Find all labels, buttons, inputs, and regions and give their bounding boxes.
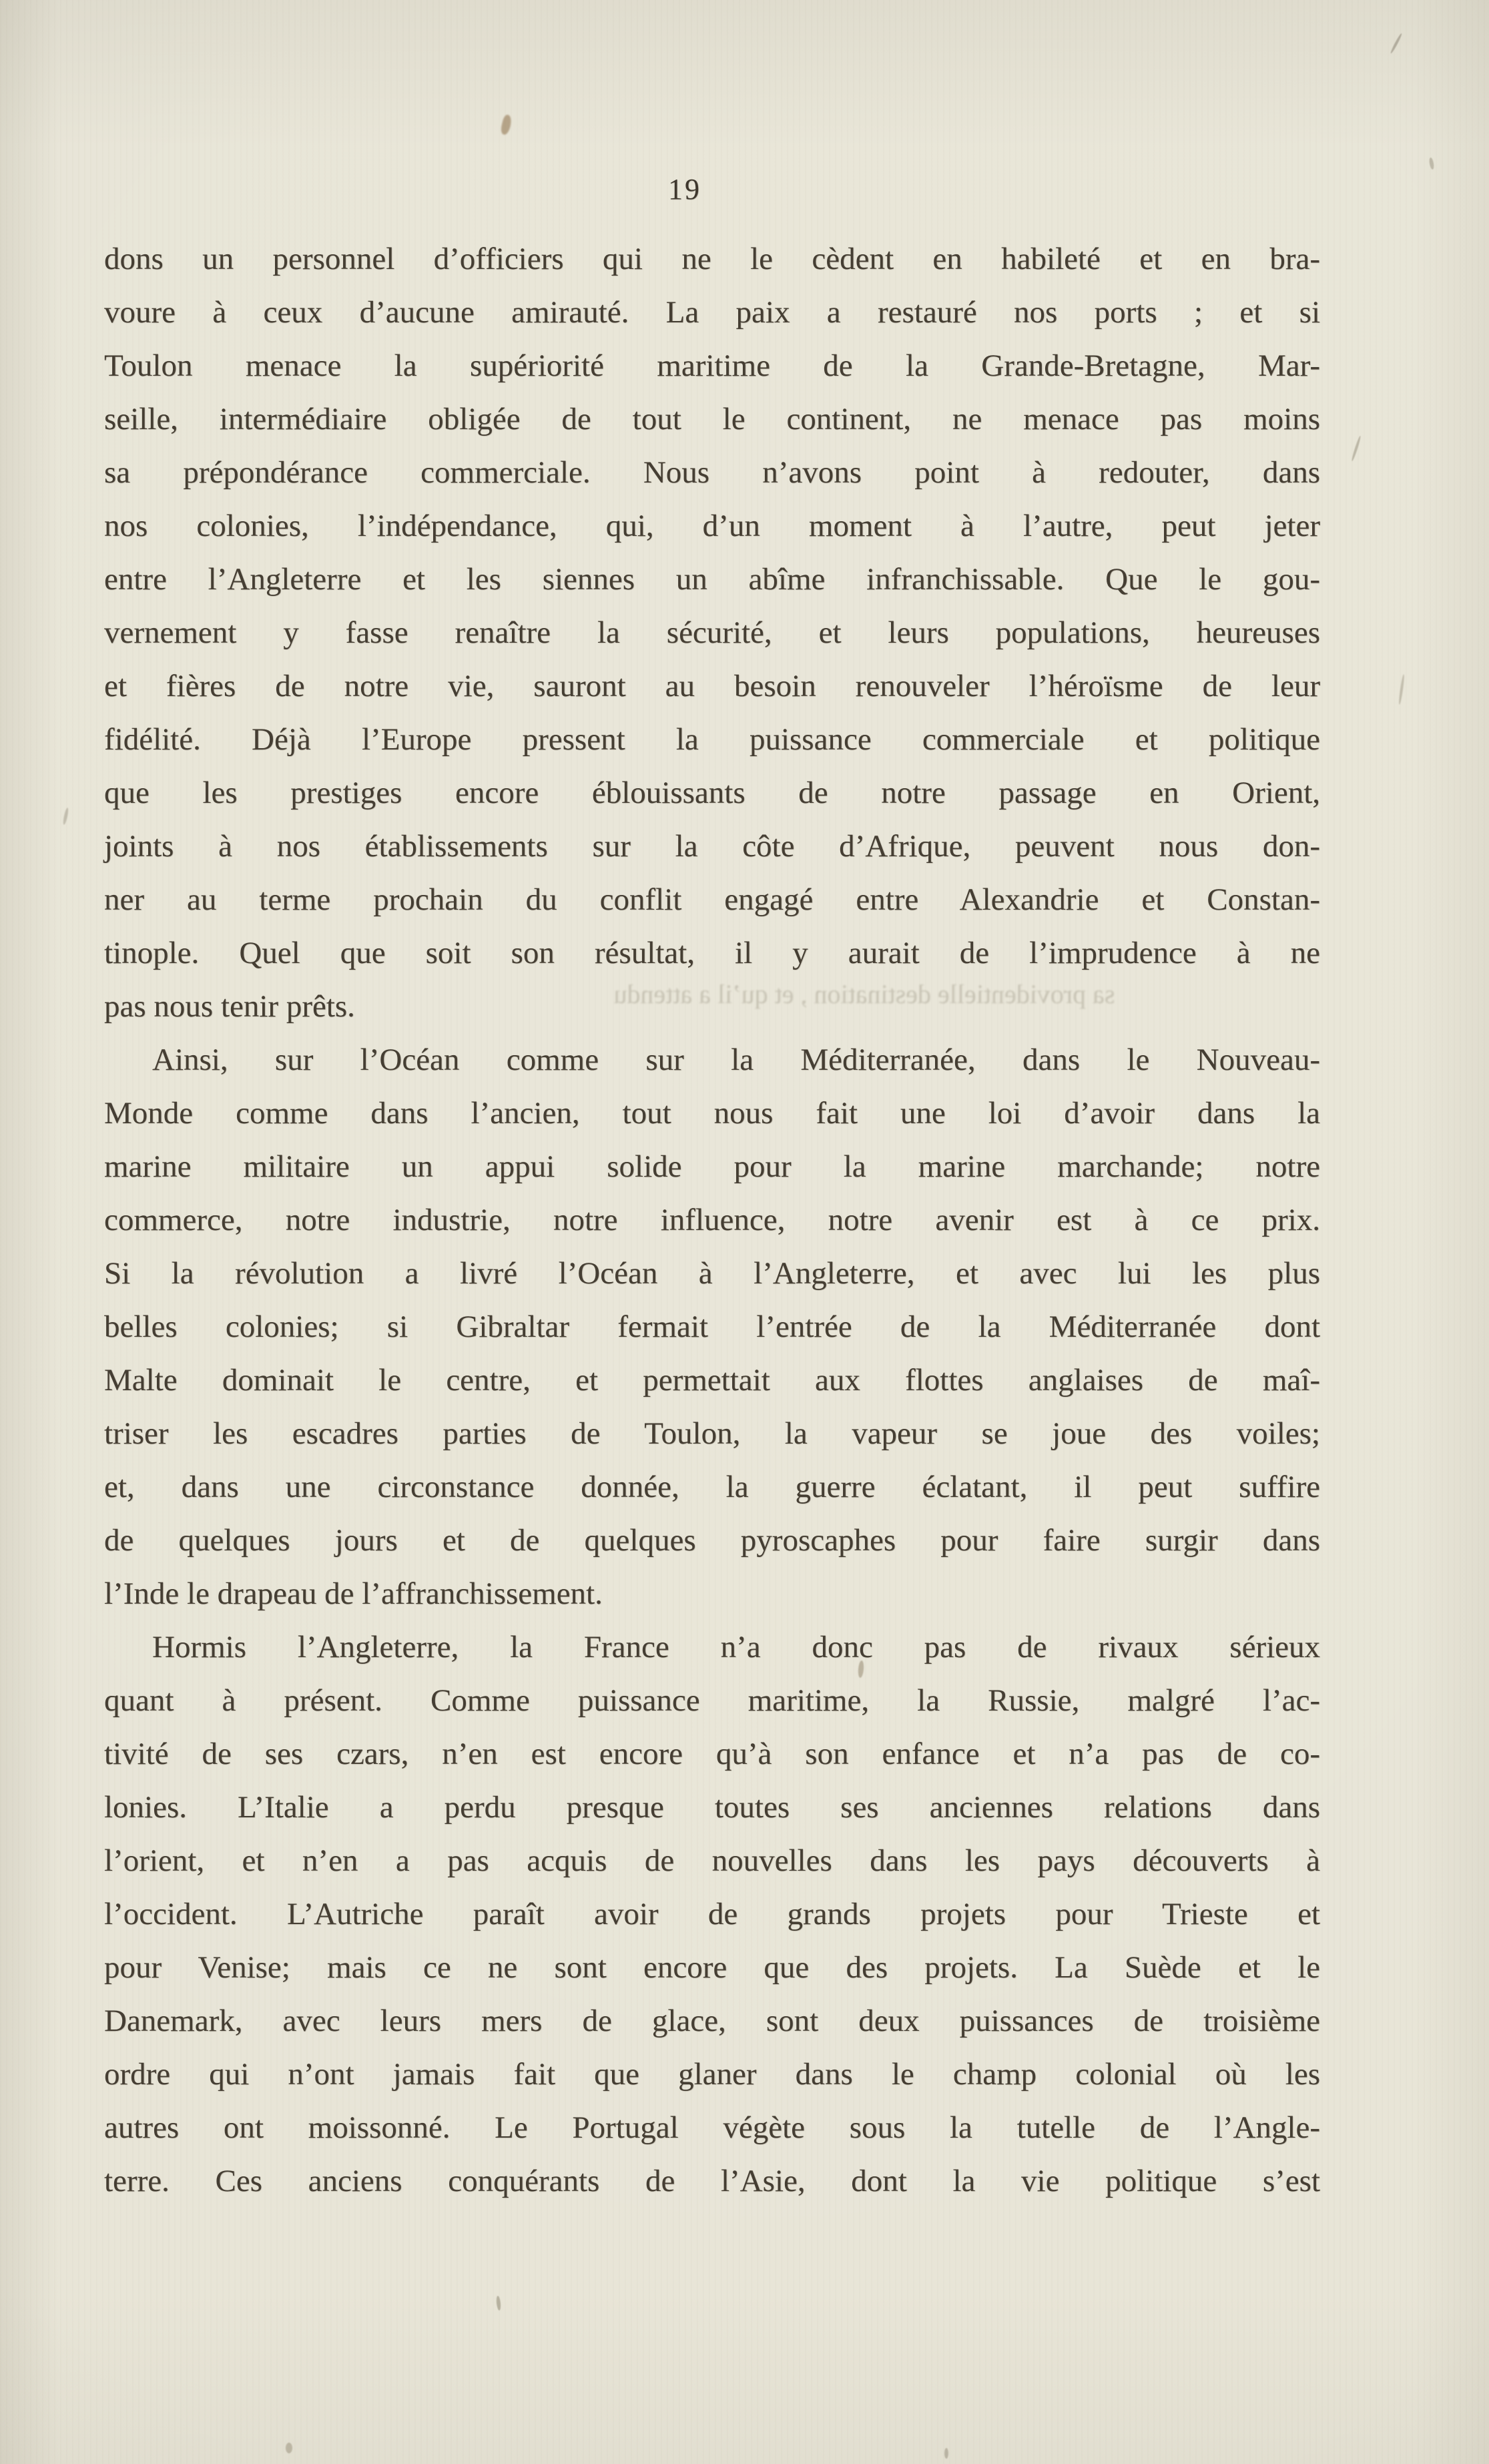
text-line: l’orient, et n’en a pas acquis de nouvelles dans les pays découverts à	[104, 1843, 1320, 1878]
text-line: quant à présent. Comme puissance maritime, la Russie, malgré l’ac-	[104, 1683, 1320, 1718]
text-line: fidélité. Déjà l’Europe pressent la puissance commerciale et politique	[104, 722, 1320, 757]
text-line: ner au terme prochain du conflit engagé entre Alexandrie et Constan-	[104, 882, 1320, 917]
text-line: marine militaire un appui solide pour la marine marchande; notre	[104, 1149, 1320, 1184]
paper-speck	[944, 2448, 948, 2459]
page-text-block	[104, 232, 1320, 2208]
text-line: Danemark, avec leurs mers de glace, sont deux puissances de troisième	[104, 2004, 1320, 2038]
text-line: terre. Ces anciens conquérants de l’Asie, dont la vie politique s’est	[104, 2164, 1320, 2198]
paper-speck	[500, 114, 513, 135]
verso-showthrough-text: sa providentielle destination , et qu’il a attendu	[613, 979, 1115, 1009]
text-line: l’occident. L’Autriche paraît avoir de grands projets pour Trieste et	[104, 1897, 1320, 1931]
paper-speck	[62, 808, 69, 825]
text-line: belles colonies; si Gibraltar fermait l’entrée de la Méditerranée dont	[104, 1309, 1320, 1344]
text-line: ordre qui n’ont jamais fait que glaner dans le champ colonial où les	[104, 2057, 1320, 2092]
text-line: et fières de notre vie, sauront au besoin renouveler l’héroïsme de leur	[104, 669, 1320, 703]
paper-speck	[1351, 435, 1362, 461]
text-line: de quelques jours et de quelques pyroscaphes pour faire surgir dans	[104, 1523, 1320, 1558]
paragraph-1	[104, 232, 1320, 1033]
text-line: autres ont moissonné. Le Portugal végète sous la tutelle de l’Angle-	[104, 2110, 1320, 2145]
text-line: Toulon menace la supériorité maritime de la Grande-Bretagne, Mar-	[104, 348, 1320, 383]
text-line: pour Venise; mais ce ne sont encore que des projets. La Suède et le	[104, 1950, 1320, 1985]
page-number: 19	[668, 173, 701, 206]
text-line: Monde comme dans l’ancien, tout nous fait une loi d’avoir dans la	[104, 1096, 1320, 1131]
text-line: sa prépondérance commerciale. Nous n’avons point à redouter, dans	[104, 455, 1320, 490]
text-line: voure à ceux d’aucune amirauté. La paix a restauré nos ports ; et si	[104, 295, 1320, 330]
text-line: joints à nos établissements sur la côte d’Afrique, peuvent nous don-	[104, 829, 1320, 864]
text-line: dons un personnel d’officiers qui ne le cèdent en habileté et en bra-	[104, 242, 1320, 276]
paragraph-3	[104, 1620, 1320, 2208]
paper-speck	[1428, 158, 1434, 170]
text-line: Si la révolution a livré l’Océan à l’Angleterre, et avec lui les plus	[104, 1256, 1320, 1291]
text-line: Malte dominait le centre, et permettait aux flottes anglaises de maî-	[104, 1363, 1320, 1398]
text-line: Ainsi, sur l’Océan comme sur la Méditerranée, dans le Nouveau-	[152, 1042, 1320, 1077]
text-line: triser les escadres parties de Toulon, la vapeur se joue des voiles;	[104, 1416, 1320, 1451]
text-line: tinople. Quel que soit son résultat, il y aurait de l’imprudence à ne	[104, 936, 1320, 970]
text-line: commerce, notre industrie, notre influence, notre avenir est à ce prix.	[104, 1203, 1320, 1237]
text-line: que les prestiges encore éblouissants de notre passage en Orient,	[104, 776, 1320, 810]
paper-speck	[1398, 674, 1405, 705]
text-line: nos colonies, l’indépendance, qui, d’un moment à l’autre, peut jeter	[104, 509, 1320, 543]
text-line: entre l’Angleterre et les siennes un abîme infranchissable. Que le gou-	[104, 562, 1320, 597]
paragraph-2	[104, 1033, 1320, 1620]
text-line: pas nous tenir prêts.	[104, 989, 355, 1024]
text-line: seille, intermédiaire obligée de tout le continent, ne menace pas moins	[104, 402, 1320, 436]
text-line: Hormis l’Angleterre, la France n’a donc pas de rivaux sérieux	[152, 1630, 1320, 1664]
paper-speck	[496, 2296, 501, 2311]
text-line: tivité de ses czars, n’en est encore qu’à son enfance et n’a pas de co-	[104, 1737, 1320, 1771]
text-line: et, dans une circonstance donnée, la guerre éclatant, il peut suffire	[104, 1470, 1320, 1504]
text-line: lonies. L’Italie a perdu presque toutes ses anciennes relations dans	[104, 1790, 1320, 1825]
paper-speck	[1390, 33, 1402, 54]
paper-speck	[286, 2443, 292, 2453]
text-line: l’Inde le drapeau de l’affranchissement.	[104, 1576, 603, 1611]
text-line: vernement y fasse renaître la sécurité, et leurs populations, heureuses	[104, 615, 1320, 650]
